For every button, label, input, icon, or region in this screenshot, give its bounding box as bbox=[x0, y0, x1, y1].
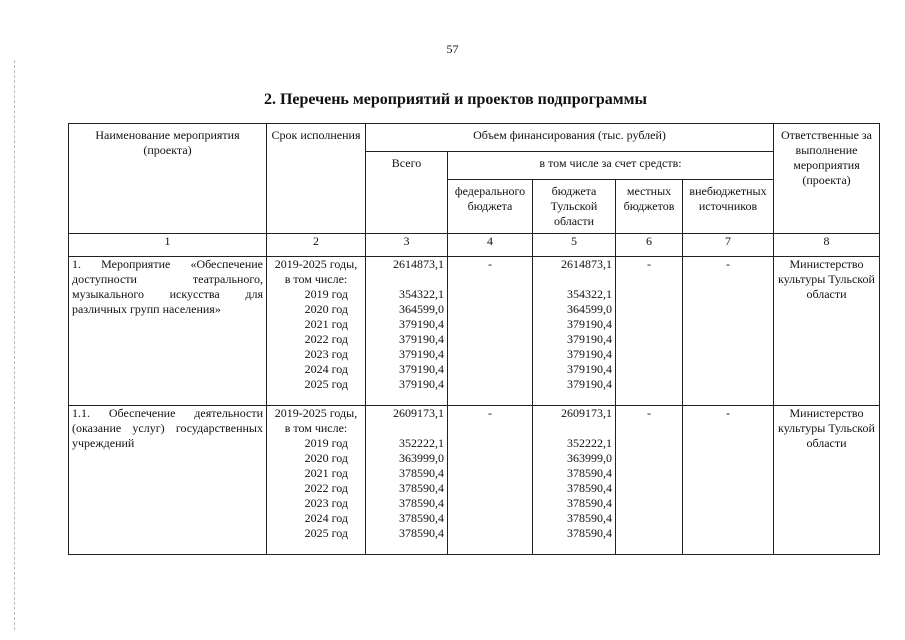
total-value: 2609173,1 bbox=[393, 406, 444, 420]
term-year: 2025 год bbox=[304, 526, 348, 540]
total-year-value: 379190,4 bbox=[399, 377, 444, 391]
measures-table bbox=[68, 123, 880, 555]
measure-term bbox=[267, 406, 366, 555]
header-name: Наименование мероприятия (проекта) bbox=[69, 124, 267, 234]
extra-value: - bbox=[683, 257, 774, 406]
regional-cell bbox=[533, 406, 616, 555]
measure-name: 1. Мероприятие «Обеспечение доступности театрального, музыкального искусства для различных групп населения» bbox=[69, 257, 267, 406]
term-year: 2024 год bbox=[304, 511, 348, 525]
responsible-value: Министерство культуры Тульской области bbox=[774, 257, 880, 406]
local-value: - bbox=[616, 257, 683, 406]
local-value: - bbox=[616, 406, 683, 555]
responsible-value: Министерство культуры Тульской области bbox=[774, 406, 880, 555]
regional-year-value: 378590,4 bbox=[567, 526, 612, 540]
regional-cell bbox=[533, 257, 616, 406]
regional-year-value: 363999,0 bbox=[567, 451, 612, 465]
term-year: 2022 год bbox=[304, 332, 348, 346]
total-year-value: 354322,1 bbox=[399, 287, 444, 301]
column-number: 3 bbox=[366, 234, 448, 257]
regional-year-value: 379190,4 bbox=[567, 317, 612, 331]
scan-margin-rule bbox=[14, 60, 16, 630]
total-year-value: 352222,1 bbox=[399, 436, 444, 450]
page-number: 57 bbox=[446, 42, 459, 56]
term-range: 2019-2025 годы, bbox=[274, 257, 358, 271]
total-year-value: 378590,4 bbox=[399, 511, 444, 525]
column-number: 7 bbox=[683, 234, 774, 257]
term-year: 2022 год bbox=[304, 481, 348, 495]
total-year-value: 378590,4 bbox=[399, 526, 444, 540]
term-range: 2019-2025 годы, bbox=[274, 406, 358, 420]
column-number: 2 bbox=[267, 234, 366, 257]
total-year-value: 379190,4 bbox=[399, 317, 444, 331]
extra-value: - bbox=[683, 406, 774, 555]
regional-year-value: 352222,1 bbox=[567, 436, 612, 450]
regional-value: 2609173,1 bbox=[561, 406, 612, 420]
term-year: 2019 год bbox=[304, 287, 348, 301]
total-year-value: 378590,4 bbox=[399, 496, 444, 510]
header-total: Всего bbox=[366, 152, 448, 234]
term-year: 2020 год bbox=[304, 302, 348, 316]
term-year: 2025 год bbox=[304, 377, 348, 391]
regional-year-value: 378590,4 bbox=[567, 481, 612, 495]
header-regional: бюджета Тульской области bbox=[533, 180, 616, 234]
federal-value: - bbox=[448, 406, 533, 555]
table-row bbox=[69, 257, 880, 406]
federal-value: - bbox=[448, 257, 533, 406]
regional-year-value: 378590,4 bbox=[567, 511, 612, 525]
total-year-value: 379190,4 bbox=[399, 362, 444, 376]
header-responsible: Ответственные за выполнение мероприятия (проекта) bbox=[774, 124, 880, 234]
total-year-value: 364599,0 bbox=[399, 302, 444, 316]
header-federal: федерального бюджета bbox=[448, 180, 533, 234]
column-number: 8 bbox=[774, 234, 880, 257]
total-cell bbox=[366, 257, 448, 406]
header-local: местных бюджетов bbox=[616, 180, 683, 234]
column-number: 4 bbox=[448, 234, 533, 257]
column-number: 1 bbox=[69, 234, 267, 257]
regional-year-value: 379190,4 bbox=[567, 347, 612, 361]
column-number-row bbox=[69, 234, 880, 257]
header-extra: внебюджетных источников bbox=[683, 180, 774, 234]
term-year: 2023 год bbox=[304, 347, 348, 361]
total-year-value: 379190,4 bbox=[399, 347, 444, 361]
measure-name: 1.1. Обеспечение деятельности (оказание услуг) государственных учреждений bbox=[69, 406, 267, 555]
term-year: 2023 год bbox=[304, 496, 348, 510]
section-title: 2. Перечень мероприятий и проектов подпрограммы bbox=[263, 91, 648, 108]
measure-term bbox=[267, 257, 366, 406]
term-year: 2020 год bbox=[304, 451, 348, 465]
regional-year-value: 378590,4 bbox=[567, 466, 612, 480]
regional-year-value: 354322,1 bbox=[567, 287, 612, 301]
term-year: 2019 год bbox=[304, 436, 348, 450]
regional-year-value: 364599,0 bbox=[567, 302, 612, 316]
regional-year-value: 379190,4 bbox=[567, 377, 612, 391]
total-year-value: 363999,0 bbox=[399, 451, 444, 465]
total-year-value: 378590,4 bbox=[399, 466, 444, 480]
term-including: в том числе: bbox=[284, 272, 348, 286]
header-term: Срок исполнения bbox=[267, 124, 366, 234]
column-number: 5 bbox=[533, 234, 616, 257]
regional-year-value: 379190,4 bbox=[567, 362, 612, 376]
header-including: в том числе за счет средств: bbox=[448, 152, 774, 180]
total-value: 2614873,1 bbox=[393, 257, 444, 271]
regional-value: 2614873,1 bbox=[561, 257, 612, 271]
table-row bbox=[69, 406, 880, 555]
total-year-value: 379190,4 bbox=[399, 332, 444, 346]
term-year: 2021 год bbox=[304, 466, 348, 480]
header-financing: Объем финансирования (тыс. рублей) bbox=[366, 124, 774, 152]
total-year-value: 378590,4 bbox=[399, 481, 444, 495]
regional-year-value: 379190,4 bbox=[567, 332, 612, 346]
regional-year-value: 378590,4 bbox=[567, 496, 612, 510]
column-number: 6 bbox=[616, 234, 683, 257]
term-including: в том числе: bbox=[284, 421, 348, 435]
total-cell bbox=[366, 406, 448, 555]
term-year: 2021 год bbox=[304, 317, 348, 331]
term-year: 2024 год bbox=[304, 362, 348, 376]
